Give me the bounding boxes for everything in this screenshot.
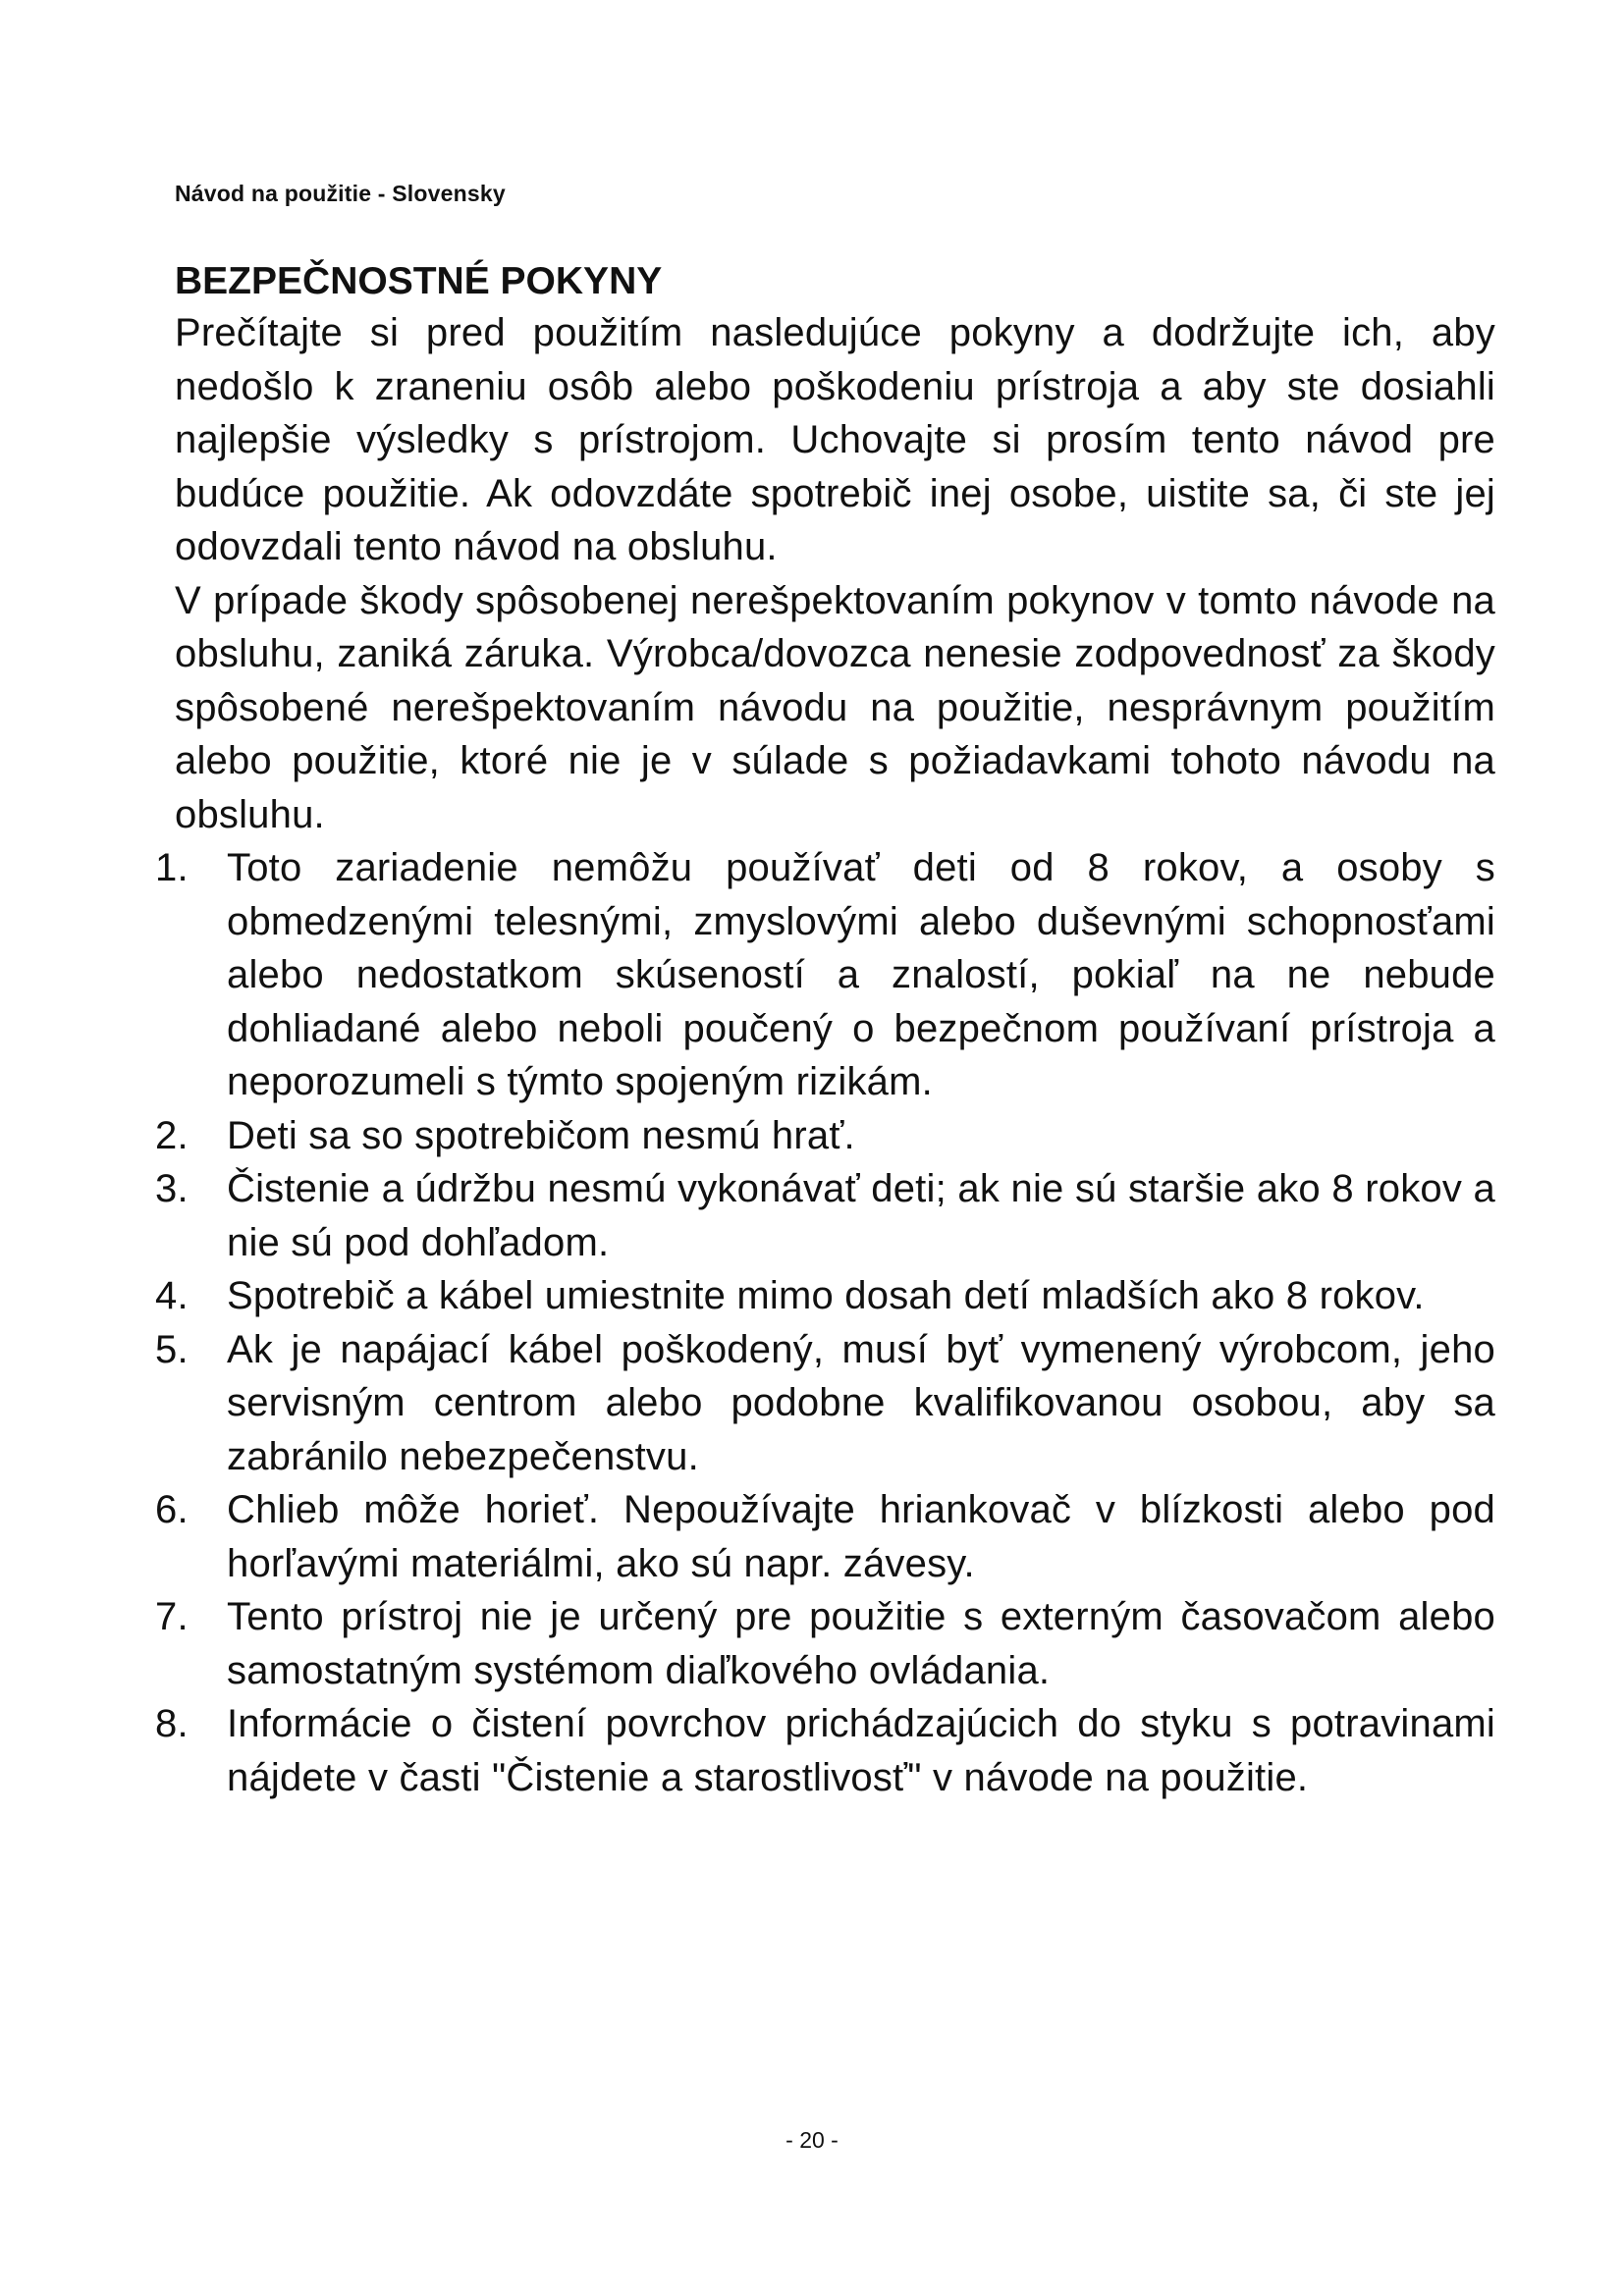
list-item-number: 4.	[155, 1274, 189, 1317]
warranty-paragraph: V prípade škody spôsobenej nerešpektovaním pokynov v tomto návode na obsluhu, zaniká záruka. Výrobca/dovozca nenesie zodpovednosť za škody spôsobené nerešpektovaním návodu na použitie, nesprávnym použitím alebo použitie, ktoré nie je v súlade s požiadavkami tohoto návodu na obsluhu.	[175, 578, 1495, 836]
list-item	[155, 1109, 1495, 1163]
list-item	[155, 1590, 1495, 1697]
list-item	[155, 1323, 1495, 1484]
list-item-text: Spotrebič a kábel umiestnite mimo dosah detí mladších ako 8 rokov.	[227, 1274, 1425, 1317]
list-item-text: Ak je napájací kábel poškodený, musí byť vymenený výrobcom, jeho servisným centrom alebo podobne kvalifikovanou osobou, aby sa zabránilo nebezpečenstvu.	[227, 1327, 1495, 1478]
list-item-text: Informácie o čistení povrchov prichádzajúcich do styku s potravinami nájdete v časti "Čistenie a starostlivosť" v návode na použitie.	[227, 1702, 1495, 1799]
safety-instructions-list	[155, 841, 1495, 1804]
list-item-number: 6.	[155, 1488, 189, 1531]
list-item-number: 7.	[155, 1595, 189, 1638]
running-header: Návod na použitie - Slovensky	[175, 181, 506, 206]
list-item-number: 8.	[155, 1702, 189, 1745]
list-item-text: Deti sa so spotrebičom nesmú hrať.	[227, 1113, 855, 1157]
list-item-number: 2.	[155, 1113, 189, 1157]
list-item-text: Chlieb môže horieť. Nepoužívajte hriankovač v blízkosti alebo pod horľavými materiálmi, ako sú napr. závesy.	[227, 1488, 1495, 1585]
list-item-number: 1.	[155, 846, 189, 889]
list-item-text: Toto zariadenie nemôžu používať deti od 8 rokov, a osoby s obmedzenými telesnými, zmyslovými alebo duševnými schopnosťami alebo nedostatkom skúseností a znalostí, pokiaľ na ne nebude dohliadané alebo neboli poučený o bezpečnom používaní prístroja a neporozumeli s týmto spojeným rizikám.	[227, 846, 1495, 1103]
page-number: - 20 -	[785, 2127, 839, 2153]
list-item	[155, 1162, 1495, 1269]
section-title: BEZPEČNOSTNÉ POKYNY	[175, 260, 663, 302]
intro-paragraph: Prečítajte si pred použitím nasledujúce pokyny a dodržujte ich, aby nedošlo k zraneniu osôb alebo poškodeniu prístroja a aby ste dosiahli najlepšie výsledky s prístrojom. Uchovajte si prosím tento návod pre budúce použitie. Ak odovzdáte spotrebič inej osobe, uistite sa, či ste jej odovzdali tento návod na obsluhu.	[175, 311, 1495, 568]
list-item-text: Čistenie a údržbu nesmú vykonávať deti; ak nie sú staršie ako 8 rokov a nie sú pod dohľadom.	[227, 1167, 1495, 1264]
list-item	[155, 1269, 1495, 1323]
list-item	[155, 1483, 1495, 1590]
list-item-number: 3.	[155, 1167, 189, 1210]
list-item	[155, 841, 1495, 1109]
list-item	[155, 1697, 1495, 1804]
page-content	[155, 257, 1495, 1804]
list-item-text: Tento prístroj nie je určený pre použitie s externým časovačom alebo samostatným systémom diaľkového ovládania.	[227, 1595, 1495, 1692]
list-item-number: 5.	[155, 1327, 189, 1371]
